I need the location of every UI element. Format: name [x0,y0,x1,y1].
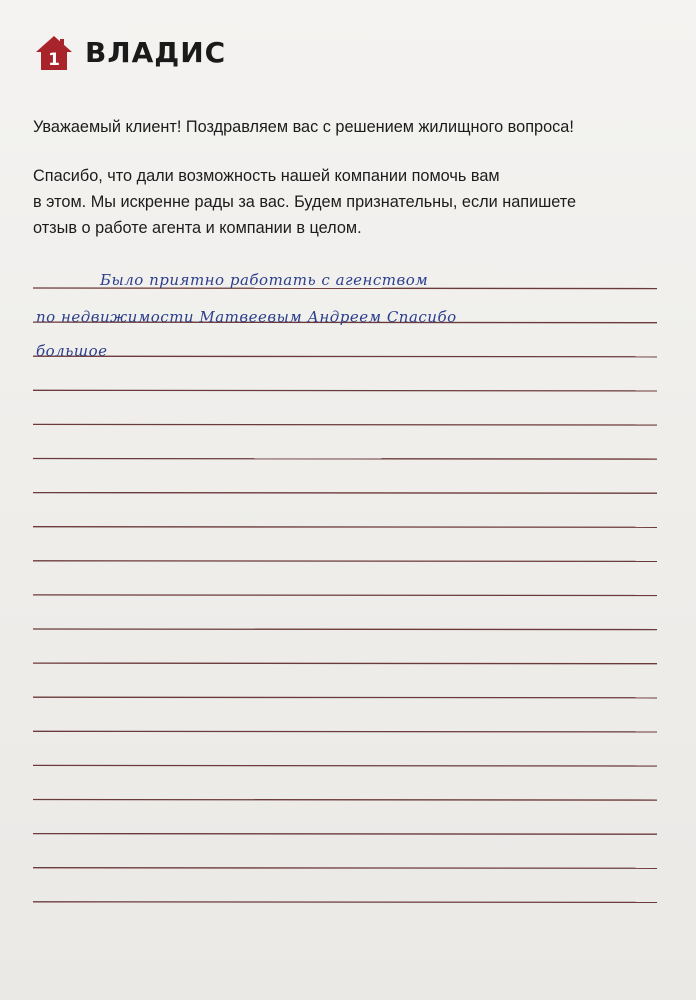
handwritten-line: Было приятно работать с агенством [100,271,429,289]
writing-line [33,390,657,391]
intro-line: Спасибо, что дали возможность нашей компании помочь вам [33,167,500,185]
writing-line [33,834,657,835]
handwritten-line: большое [36,342,108,360]
writing-line [33,527,657,528]
intro-line: в этом. Мы искренне рады за вас. Будем признательны, если напишете [33,193,577,211]
writing-line [33,561,657,562]
writing-line [33,902,657,903]
greeting-text: Уважаемый клиент! Поздравляем вас с решением жилищного вопроса! [33,118,574,136]
writing-line [33,663,657,664]
writing-line [33,800,657,801]
writing-line [33,697,657,698]
writing-line [33,765,657,766]
writing-line [33,629,657,630]
writing-line [33,459,657,460]
writing-line [33,731,657,732]
writing-line [33,868,657,869]
writing-line [33,493,657,494]
brand-name: ВЛАДИС [85,36,227,69]
writing-line [33,424,657,425]
writing-line [33,356,657,357]
logo-mark-digit: 1 [48,50,60,70]
writing-line [33,595,657,596]
intro-line: отзыв о работе агента и компании в целом. [33,219,362,237]
handwritten-line: по недвижимости Матвеевым Андреем Спасибо [36,308,457,326]
